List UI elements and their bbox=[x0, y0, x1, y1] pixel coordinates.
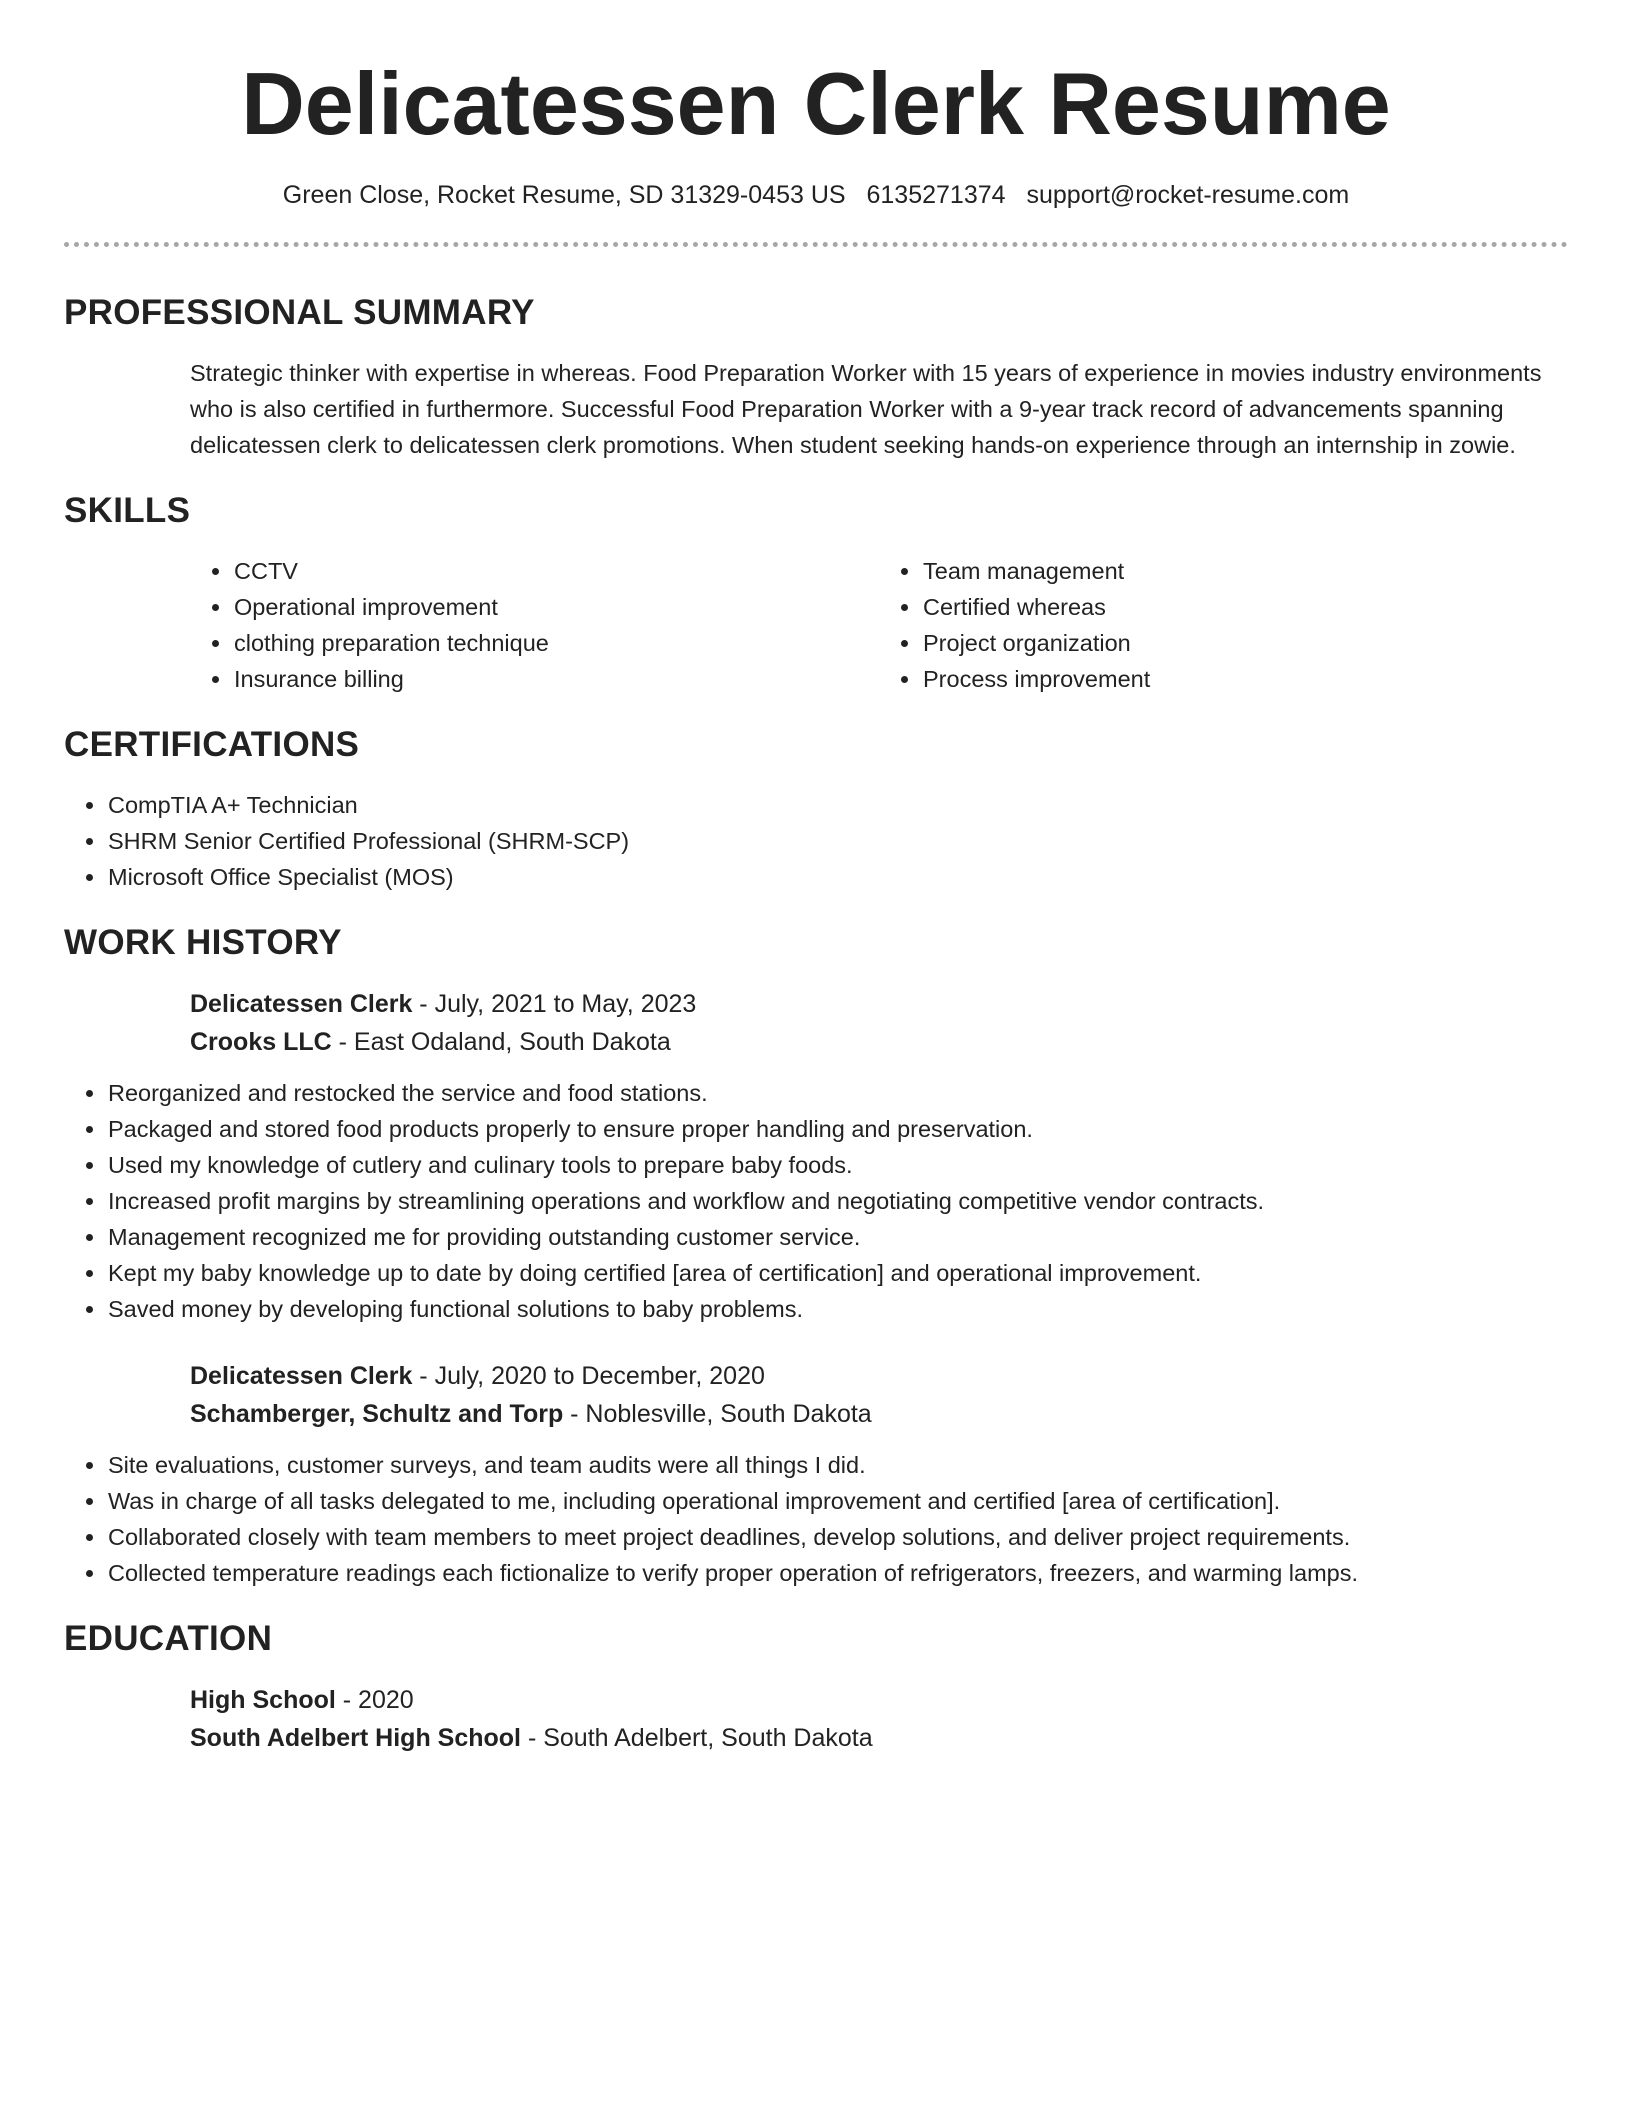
education-school: South Adelbert High School bbox=[190, 1724, 522, 1752]
certifications-list bbox=[64, 787, 1568, 895]
job-bullet: • Packaged and stored food products properly to ensure proper handling and preservation. bbox=[107, 1111, 1568, 1147]
section-certifications bbox=[64, 723, 1568, 895]
job-title: Delicatessen Clerk bbox=[190, 990, 413, 1018]
section-work-history bbox=[64, 921, 1568, 1591]
job-bullets bbox=[64, 1075, 1568, 1327]
education-entry bbox=[190, 1681, 1568, 1757]
job-bullet: • Management recognized me for providing outstanding customer service. bbox=[107, 1219, 1568, 1255]
contact-email: support@rocket-resume.com bbox=[1026, 181, 1350, 209]
job-bullet: • Kept my baby knowledge up to date by doing certified [area of certification] and operational improvement. bbox=[107, 1255, 1568, 1291]
job-company-line bbox=[190, 1395, 1568, 1433]
job-location: - Noblesville, South Dakota bbox=[563, 1400, 872, 1428]
job-entry bbox=[190, 1357, 1568, 1433]
job-company: Crooks LLC bbox=[190, 1028, 332, 1056]
certification-item: • CompTIA A+ Technician bbox=[107, 787, 1568, 823]
skill-item: • Project organization bbox=[922, 625, 1568, 661]
section-summary bbox=[64, 291, 1568, 463]
job-title: Delicatessen Clerk bbox=[190, 1362, 413, 1390]
job-bullet: • Used my knowledge of cutlery and culinary tools to prepare baby foods. bbox=[107, 1147, 1568, 1183]
job-title-line bbox=[190, 1357, 1568, 1395]
section-education bbox=[64, 1617, 1568, 1757]
summary-text: Strategic thinker with expertise in whereas. Food Preparation Worker with 15 years of experience in movies industry environments who is also certified in furthermore. Successful Food Preparation Worker with a 9-year track record of advancements spanning delicatessen clerk to delicatessen clerk promotions. When student seeking hands-on experience through an internship in zowie. bbox=[190, 360, 1542, 458]
job-bullet: • Saved money by developing functional solutions to baby problems. bbox=[107, 1291, 1568, 1327]
job-entry bbox=[190, 985, 1568, 1061]
education-heading: EDUCATION bbox=[64, 1619, 273, 1658]
job-bullet: • Collaborated closely with team members to meet project deadlines, develop solutions, and deliver project requirements. bbox=[107, 1519, 1568, 1555]
skills-heading: SKILLS bbox=[64, 491, 191, 530]
education-location: - South Adelbert, South Dakota bbox=[521, 1724, 873, 1752]
skill-item: • Insurance billing bbox=[233, 661, 879, 697]
job-company: Schamberger, Schultz and Torp bbox=[190, 1400, 564, 1428]
skill-item: • Team management bbox=[922, 553, 1568, 589]
skill-item: • Operational improvement bbox=[233, 589, 879, 625]
job-bullet: • Collected temperature readings each fictionalize to verify proper operation of refrigerators, freezers, and warming lamps. bbox=[107, 1555, 1568, 1591]
job-bullet: • Site evaluations, customer surveys, and team audits were all things I did. bbox=[107, 1447, 1568, 1483]
job-bullet: • Increased profit margins by streamlining operations and workflow and negotiating competitive vendor contracts. bbox=[107, 1183, 1568, 1219]
skill-item: • Certified whereas bbox=[922, 589, 1568, 625]
skills-list-left bbox=[190, 553, 879, 697]
job-location: - East Odaland, South Dakota bbox=[331, 1028, 671, 1056]
summary-heading: PROFESSIONAL SUMMARY bbox=[64, 293, 535, 332]
job-bullet: • Reorganized and restocked the service and food stations. bbox=[107, 1075, 1568, 1111]
education-school-line bbox=[190, 1719, 1568, 1757]
contact-line bbox=[0, 178, 1632, 212]
job-title-line bbox=[190, 985, 1568, 1023]
resume-title: Delicatessen Clerk Resume bbox=[241, 54, 1391, 153]
work-heading: WORK HISTORY bbox=[64, 923, 342, 962]
skill-item: • Process improvement bbox=[922, 661, 1568, 697]
skills-grid bbox=[190, 553, 1568, 697]
education-degree-line bbox=[190, 1681, 1568, 1719]
section-skills bbox=[64, 489, 1568, 697]
job-dates: - July, 2020 to December, 2020 bbox=[412, 1362, 765, 1390]
contact-phone: 6135271374 bbox=[866, 181, 1006, 209]
certifications-heading: CERTIFICATIONS bbox=[64, 725, 360, 764]
job-dates: - July, 2021 to May, 2023 bbox=[412, 990, 697, 1018]
skills-list-right bbox=[879, 553, 1568, 697]
certification-item: • SHRM Senior Certified Professional (SHRM-SCP) bbox=[107, 823, 1568, 859]
education-year: - 2020 bbox=[335, 1686, 414, 1714]
job-bullets bbox=[64, 1447, 1568, 1591]
skill-item: • clothing preparation technique bbox=[233, 625, 879, 661]
skill-item: • CCTV bbox=[233, 553, 879, 589]
contact-address: Green Close, Rocket Resume, SD 31329-0453 US bbox=[282, 181, 846, 209]
education-degree: High School bbox=[190, 1686, 336, 1714]
certification-item: • Microsoft Office Specialist (MOS) bbox=[107, 859, 1568, 895]
header-divider bbox=[64, 242, 1568, 247]
job-company-line bbox=[190, 1023, 1568, 1061]
job-bullet: • Was in charge of all tasks delegated to me, including operational improvement and certified [area of certification]. bbox=[107, 1483, 1568, 1519]
